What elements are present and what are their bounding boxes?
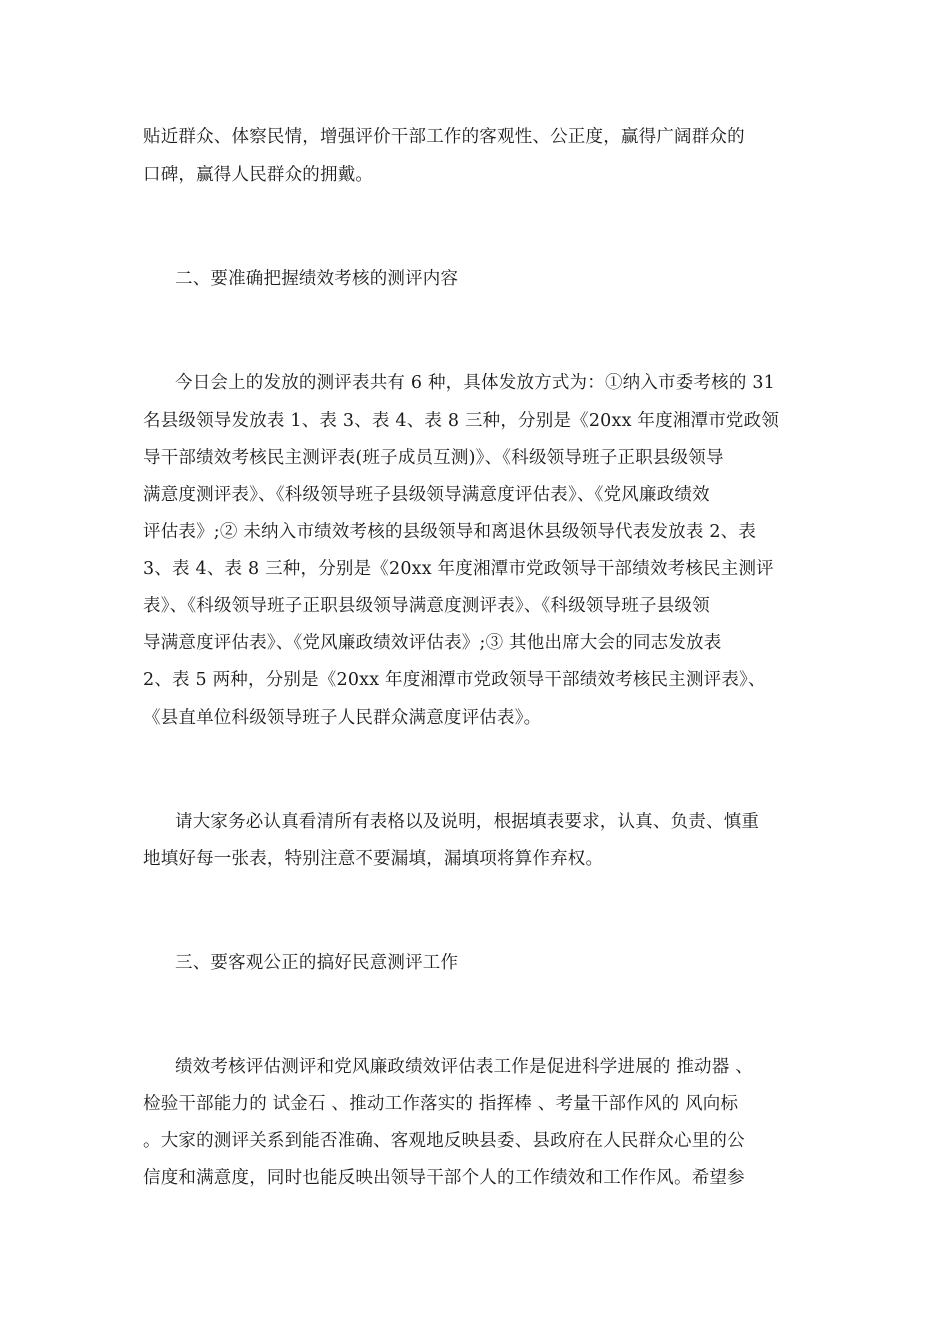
paragraph-line: 满意度测评表》、《科级领导班子县级领导满意度评估表》、《党风廉政绩效: [143, 485, 710, 505]
paragraph-line: 地填好每一张表，特别注意不要漏填，漏填项将算作弃权。: [143, 849, 604, 869]
paragraph-line: 口碑，赢得人民群众的拥戴。: [143, 165, 374, 185]
paragraph-line: 评估表》;② 未纳入市绩效考核的县级领导和离退休县级领导代表发放表 2、表: [143, 522, 757, 542]
paragraph-line: 导干部绩效考核民主测评表(班子成员互测)》、《科级领导班子正职县级领导: [143, 448, 724, 468]
paragraph-line: 请大家务必认真看清所有表格以及说明，根据填表要求，认真、负责、慎重: [175, 812, 760, 832]
paragraph-line: 2、表 5 两种，分别是《20xx 年度湘潭市党政领导干部绩效考核民主测评表》、: [143, 670, 766, 690]
paragraph-line: 。大家的测评关系到能否准确、客观地反映县委、县政府在人民群众心里的公: [143, 1131, 745, 1151]
paragraph-line: 名县级领导发放表 1、表 3、表 4、表 8 三种，分别是《20xx 年度湘潭市党政领: [143, 411, 780, 431]
section-heading: 二、要准确把握绩效考核的测评内容: [175, 269, 459, 289]
section-heading: 三、要客观公正的搞好民意测评工作: [175, 953, 459, 973]
paragraph-line: 表》、《科级领导班子正职县级领导满意度测评表》、《科级领导班子县级领: [143, 596, 710, 616]
paragraph-line: 贴近群众、体察民情，增强评价干部工作的客观性、公正度，赢得广阔群众的: [143, 127, 745, 147]
paragraph-line: 检验干部能力的 试金石 、推动工作落实的 指挥棒 、考量干部作风的 风向标: [143, 1094, 739, 1114]
paragraph-line: 绩效考核评估测评和党风廉政绩效评估表工作是促进科学进展的 推动器 、: [175, 1057, 753, 1077]
paragraph-line: 信度和满意度，同时也能反映出领导干部个人的工作绩效和工作作风。希望参: [143, 1168, 745, 1188]
paragraph-line: 今日会上的发放的测评表共有 6 种，具体发放方式为：①纳入市委考核的 31: [175, 373, 775, 393]
paragraph-line: 导满意度评估表》、《党风廉政绩效评估表》;③ 其他出席大会的同志发放表: [143, 633, 722, 653]
paragraph-line: 3、表 4、表 8 三种，分别是《20xx 年度湘潭市党政领导干部绩效考核民主测评: [143, 559, 774, 579]
paragraph-line: 《县直单位科级领导班子人民群众满意度评估表》。: [143, 708, 542, 728]
